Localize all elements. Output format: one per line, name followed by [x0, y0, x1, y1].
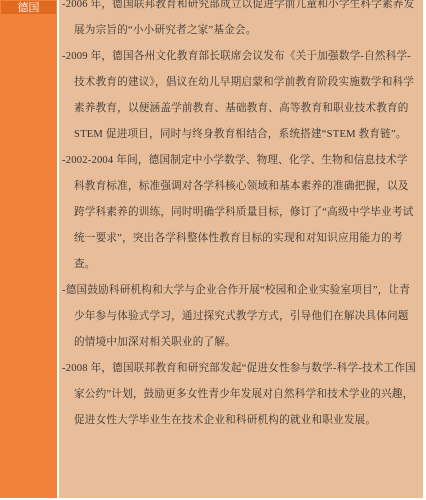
content-cell — [59, 0, 423, 498]
country-label-container — [0, 0, 57, 14]
country-name: 德国 — [1, 1, 56, 14]
policy-item-2006: -2006 年，德国联邦教育和研究部成立以促进学前儿童和小学生科学素养发展为宗旨的“小小研究者之家”基金会。 — [62, 0, 415, 36]
country-cell — [0, 0, 59, 498]
policy-item-2009: -2009 年，德国各州文化教育部长联席会议发布《关于加强数学-自然科学-技术教育的建议》，倡议在幼儿早期启蒙和学前教育阶段实施数学和科学素养教育，以便涵盖学前教育、基础教育、高等教育和职业技术教育的 STEM 促进项目，同时与终身教育相结合，系统搭建“STEM 教育链”。 — [62, 51, 415, 140]
policy-item-school-lab: -德国鼓励科研机构和大学与企业合作开展“校园和企业实验室项目”，让青少年参与体验式学习，通过探究式教学方式，引导他们在解决具体问题的情境中加深对相关职业的了解。 — [62, 285, 411, 348]
policy-item-2002-2004: -2002-2004 年间，德国制定中小学数学、物理、化学、生物和信息技术学科教育标准，标准强调对各学科核心领域和基本素养的准确把握，以及跨学科素养的训练，同时明确学科质量目标，修订了“高级中学毕业考试统一要求”，突出各学科整体性教育目标的实现和对知识应用能力的考查。 — [62, 155, 414, 270]
policy-item-2008: -2008 年，德国联邦教育和研究部发起“促进女性参与数学-科学-技术工作国家公约”计划，鼓励更多女性青少年发展对自然科学和技术学业的兴趣，促进女性大学毕业生在技术企业和科研机构的就业和职业发展。 — [62, 363, 416, 426]
